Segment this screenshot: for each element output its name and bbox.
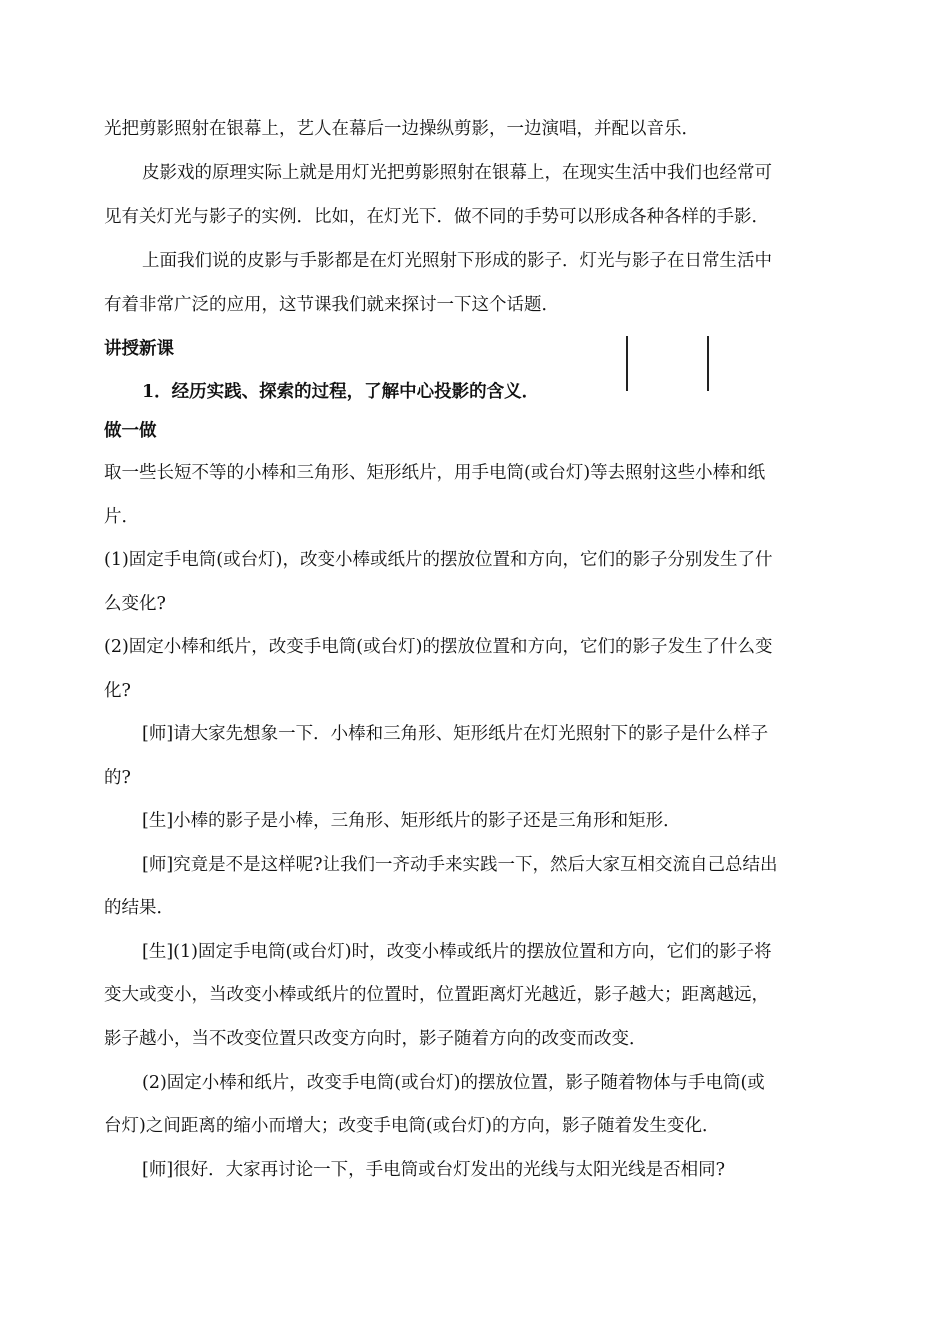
question-line: (2)固定小棒和纸片，改变手电筒(或台灯)的摆放位置和方向，它们的影子发生了什么变 <box>104 637 773 657</box>
paragraph-line: 上面我们说的皮影与手影都是在灯光照射下形成的影子．灯光与影子在日常生活中 <box>142 251 772 271</box>
dialogue-line: [师]请大家先想象一下．小棒和三角形、矩形纸片在灯光照射下的影子是什么样子 <box>142 724 769 744</box>
dialogue-line: 影子越小，当不改变位置只改变方向时，影子随着方向的改变而改变． <box>104 1029 647 1049</box>
dialogue-line: [师]很好．大家再讨论一下，手电筒或台灯发出的光线与太阳光线是否相同? <box>142 1160 726 1180</box>
dialogue-line: 变大或变小，当改变小棒或纸片的位置时，位置距离灯光越近，影子越大；距离越远， <box>104 985 769 1005</box>
paragraph-line: 有着非常广泛的应用，这节课我们就来探讨一下这个话题． <box>104 295 559 315</box>
question-line: 化? <box>104 681 131 701</box>
question-line: 么变化? <box>104 594 166 614</box>
dialogue-line: 的结果． <box>104 898 174 918</box>
vertical-rule <box>626 336 628 391</box>
question-line: (1)固定手电筒(或台灯)，改变小棒或纸片的摆放位置和方向，它们的影子分别发生了什 <box>104 550 773 570</box>
subsection-heading: 1．经历实践、探索的过程，了解中心投影的含义． <box>142 382 540 402</box>
paragraph-line: 片． <box>104 507 139 527</box>
dialogue-line: (2)固定小棒和纸片，改变手电筒(或台灯)的摆放位置，影子随着物体与手电筒(或 <box>142 1073 765 1093</box>
paragraph-line: 见有关灯光与影子的实例．比如，在灯光下．做不同的手势可以形成各种各样的手影． <box>104 207 769 227</box>
paragraph-line: 皮影戏的原理实际上就是用灯光把剪影照射在银幕上，在现实生活中我们也经常可 <box>142 163 772 183</box>
vertical-rule <box>707 336 709 391</box>
paragraph-line: 光把剪影照射在银幕上，艺人在幕后一边操纵剪影，一边演唱，并配以音乐． <box>104 119 699 139</box>
section-heading: 讲授新课 <box>104 339 174 359</box>
activity-heading: 做一做 <box>104 421 157 441</box>
dialogue-line: 的? <box>104 768 131 788</box>
paragraph-line: 取一些长短不等的小棒和三角形、矩形纸片，用手电筒(或台灯)等去照射这些小棒和纸 <box>104 463 766 483</box>
dialogue-line: [生](1)固定手电筒(或台灯)时，改变小棒或纸片的摆放位置和方向，它们的影子将 <box>142 942 772 962</box>
dialogue-line: 台灯)之间距离的缩小而增大；改变手电筒(或台灯)的方向，影子随着发生变化． <box>104 1116 720 1136</box>
dialogue-line: [生]小棒的影子是小棒，三角形、矩形纸片的影子还是三角形和矩形． <box>142 811 681 831</box>
dialogue-line: [师]究竟是不是这样呢?让我们一齐动手来实践一下，然后大家互相交流自己总结出 <box>142 855 778 875</box>
